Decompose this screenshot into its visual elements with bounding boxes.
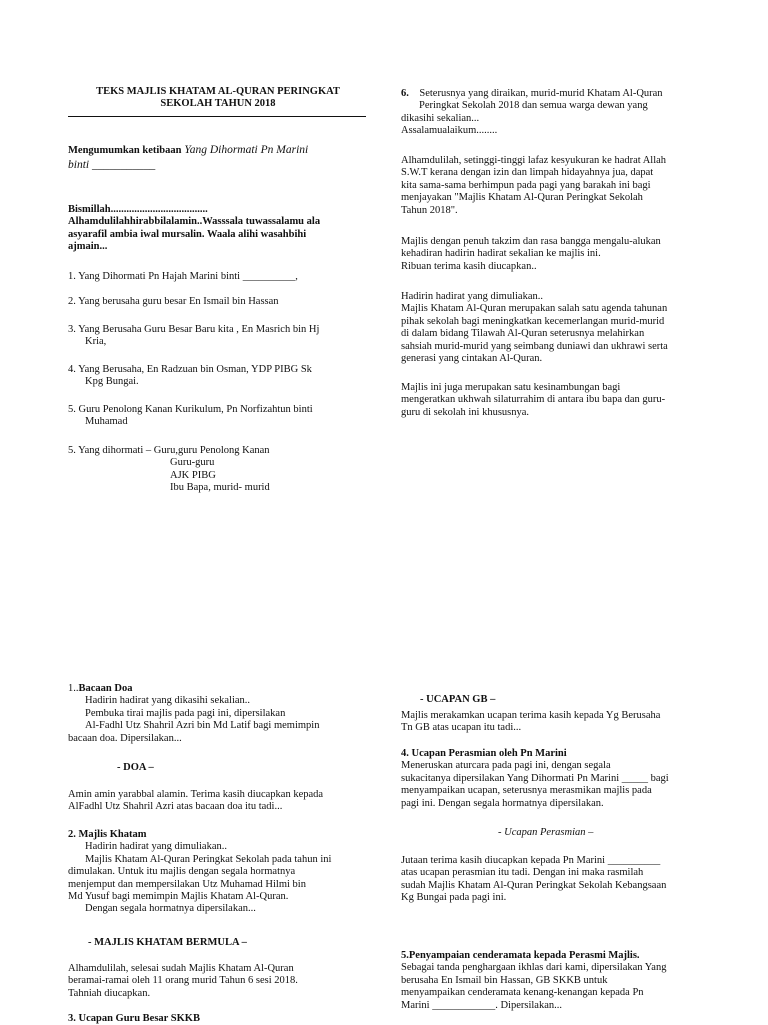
guest-list-item-4: 4. Yang Berusaha, En Radzuan bin Osman, YDP PIBG Sk Kpg Bungai. (68, 364, 312, 388)
opening-paragraph: Alhamdulilah, setinggi-tinggi lafaz kesyukuran ke hadrat Allah S.W.T kerana dengan izin dan limpah hidayahnya jua, dapat kita sama-sama berhimpun pada pagi yang barakah ini bagi menjayakan "Majlis Khatam Al-Quran Peringkat Sekolah Tahun 2018". (401, 155, 667, 216)
guest-list-item-5: 5. Guru Penolong Kanan Kurikulum, Pn Norfizahtun binti Muhamad (68, 404, 313, 428)
perasmian-heading: - Ucapan Perasmian – (498, 827, 594, 838)
section-4-perasmian: 4. Ucapan Perasmian oleh Pn Marini Meneruskan aturcara pada pagi ini, dengan segala sukacitanya dipersilakan Yang Dihormati Pn Marini _____ bagi menyampaikan ucapan, seterusnya merasmikan majlis pada pagi ini. Dengan segala hormatnya dipersilakan. (401, 748, 669, 809)
announcement: Mengumumkan ketibaan Yang Dihormati Pn Marini binti ___________ (68, 144, 309, 171)
amin-paragraph: Amin amin yarabbal alamin. Terima kasih diucapkan kepada AlFadhl Utz Shahril Azri atas bacaan doa itu tadi... (68, 789, 324, 813)
section-2-khatam: 2. Majlis Khatam Hadirin hadirat yang dimuliakan.. Majlis Khatam Al-Quran Peringkat Sekolah pada tahun ini dimulakan. Untuk itu majlis dengan segala hormatnya menjemput dan mempersilakan Utz Muhamad Hilmi bin Md Yusuf bagi memimpin Majlis Khatam Al-Quran. Dengan segala hormatnya dipersilakan... (68, 829, 332, 915)
alhamdulilah-paragraph: Alhamdulilah, selesai sudah Majlis Khatam Al-Quran beramai-ramai oleh 11 orang murid Tahun 6 sesi 2018. Tahniah diucapkan. (68, 963, 298, 999)
bismillah-block: Bismillah..................................... Alhamdulilahhirabbilalamin..Wasssala tuwassalamu ala asyarafil ambia iwal mursalin. Waala alihi wasahbihi ajmain... (68, 204, 321, 253)
agenda-paragraph: Hadirin hadirat yang dimuliakan.. Majlis Khatam Al-Quran merupakan salah satu agenda tahunan pihak sekolah bagi meningkatkan kecemerlangan murid-murid di dalam bidang Tilawah Al-Quran seterusnya melahirkan sahsiah murid-murid yang seimbang duniawi dan ukhrawi serta generasi yang cintakan Al-Quran. (401, 291, 668, 365)
ucapan-gb-heading: - UCAPAN GB – (420, 694, 496, 705)
welcome-paragraph: Majlis dengan penuh takzim dan rasa bangga mengalu-alukan kehadiran hadirin hadirat sekalian ke majlis ini. Ribuan terima kasih diucapkan.. (401, 236, 661, 272)
jutaan-paragraph: Jutaan terima kasih diucapkan kepada Pn Marini __________ atas ucapan perasmian itu tadi. Dengan ini maka rasmilah sudah Majlis Khatam Al-Quran Peringkat Sekolah Kebangsaan Kg Bungai pada pagi ini. (401, 855, 667, 904)
document-title: TEKS MAJLIS KHATAM AL-QURAN PERINGKAT SEKOLAH TAHUN 2018 (96, 86, 340, 110)
guest-list-item-3: 3. Yang Berusaha Guru Besar Baru kita , En Masrich bin Hj Kria, (68, 324, 320, 348)
guest-list-item-6: 5. Yang dihormati – Guru,guru Penolong Kanan Guru-guru AJK PIBG Ibu Bapa, murid- murid (68, 445, 270, 494)
doa-heading: - DOA – (117, 762, 154, 773)
section-1-doa: 1..Bacaan Doa Hadirin hadirat yang dikasihi sekalian.. Pembuka tirai majlis pada pagi ini, dipersilakan Al-Fadhl Utz Shahril Azri bin Md Latif bagi memimpin bacaan doa. Dipersilakan... (68, 683, 320, 744)
guest-list-item-2: 2. Yang berusaha guru besar En Ismail bin Hassan (68, 296, 279, 307)
ucapan-gb-paragraph: Majlis merakamkan ucapan terima kasih kepada Yg Berusaha Tn GB atas ucapan itu tadi... (401, 710, 661, 734)
title-underline (68, 116, 366, 117)
list-item: 1. Yang Dihormati Pn Hajah Marini binti __________, (68, 271, 298, 282)
continuity-paragraph: Majlis ini juga merupakan satu kesinambungan bagi mengeratkan ukhwah silaturrahim di antara ibu bapa dan guru- guru di sekolah ini khususnya. (401, 382, 666, 418)
section-5-cenderamata: 5.Penyampaian cenderamata kepada Perasmi Majlis. Sebagai tanda penghargaan ikhlas dari kami, dipersilakan Yang berusaha En Ismail bin Hassan, GB SKKB untuk menyampaikan cenderamata kenang-kenangan kepada Pn Marini ____________. Dipersilakan... (401, 950, 667, 1011)
section-6: 6. Seterusnya yang diraikan, murid-murid Khatam Al-Quran Peringkat Sekolah 2018 dan semua warga dewan yang dikasihi sekalian... Assalamualaikum........ (401, 88, 663, 137)
khatam-begins-heading: - MAJLIS KHATAM BERMULA – (88, 937, 247, 948)
section-3-heading: 3. Ucapan Guru Besar SKKB (68, 1013, 200, 1024)
guest-list (68, 271, 368, 283)
